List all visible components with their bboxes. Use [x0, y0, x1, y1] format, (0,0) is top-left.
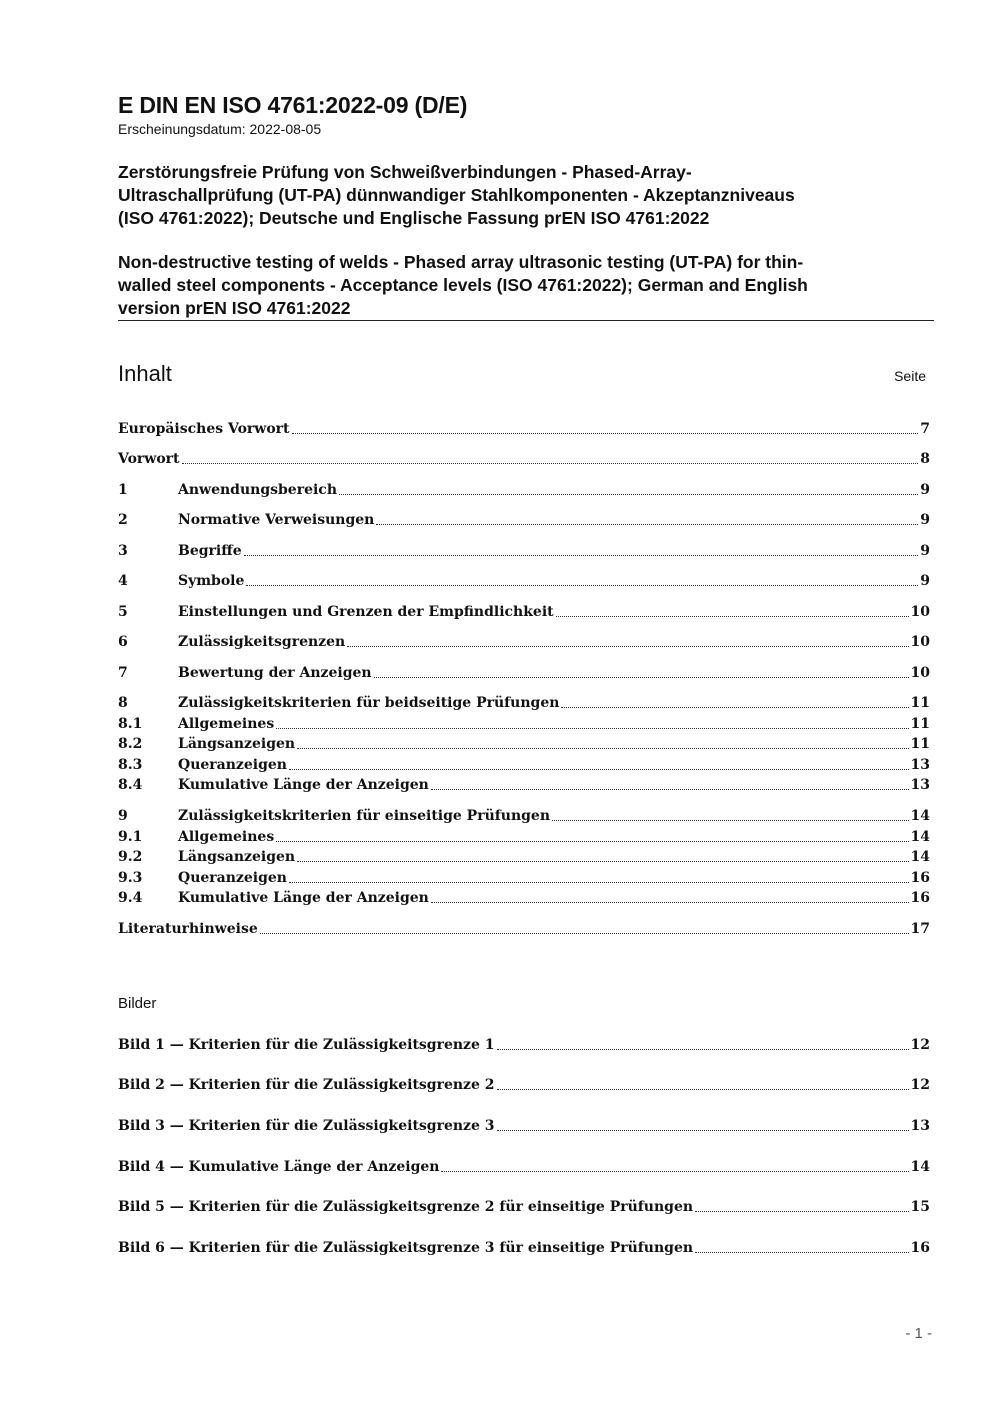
toc-entry[interactable] — [118, 416, 930, 438]
toc-entry-number: 9 — [118, 808, 128, 824]
toc-leader-dots — [276, 728, 908, 729]
document-title: E DIN EN ISO 4761:2022-09 (D/E) — [118, 92, 468, 118]
toc-entry-number: 8.4 — [118, 777, 143, 793]
toc-entry-page: 7 — [920, 421, 930, 437]
toc-entry-label: Queranzeigen — [178, 870, 287, 886]
title-english-line: version prEN ISO 4761:2022 — [118, 298, 351, 318]
toc-entry-number: 9.1 — [118, 829, 143, 845]
toc-entry-page: 11 — [910, 695, 930, 711]
toc-entry-page: 14 — [910, 808, 930, 824]
toc-entry-number: 6 — [118, 634, 128, 650]
figure-entry-label: Bild 3 — Kriterien für die Zulässigkeitsgrenze 3 — [118, 1118, 495, 1134]
toc-leader-dots — [497, 1089, 909, 1090]
toc-entry-label: Längsanzeigen — [178, 849, 296, 865]
toc-leader-dots — [260, 933, 909, 934]
page-number: - 1 - — [905, 1325, 932, 1342]
toc-entry[interactable] — [118, 629, 930, 651]
toc-leader-dots — [289, 769, 909, 770]
toc-leader-dots — [292, 433, 919, 434]
toc-entry-page: 17 — [910, 921, 930, 937]
toc-leader-dots — [695, 1252, 908, 1253]
figure-entry-page: 12 — [910, 1037, 930, 1053]
toc-leader-dots — [552, 820, 909, 821]
toc-entry[interactable] — [118, 865, 930, 887]
figure-entry-label: Bild 1 — Kriterien für die Zulässigkeitsgrenze 1 — [118, 1037, 495, 1053]
toc-leader-dots — [289, 882, 909, 883]
toc-leader-dots — [497, 1130, 909, 1131]
toc-entry-page: 13 — [910, 757, 930, 773]
toc-leader-dots — [376, 524, 918, 525]
toc-entry-number: 1 — [118, 482, 128, 498]
toc-entry[interactable] — [118, 824, 930, 846]
toc-entry[interactable] — [118, 731, 930, 753]
toc-entry-label: Allgemeines — [178, 829, 275, 845]
toc-leader-dots — [431, 789, 909, 790]
toc-entry-page: 11 — [910, 736, 930, 752]
figure-entry-label: Bild 2 — Kriterien für die Zulässigkeitsgrenze 2 — [118, 1077, 495, 1093]
toc-entry[interactable] — [118, 844, 930, 866]
figure-entry-page: 15 — [910, 1199, 930, 1215]
toc-entry-page: 14 — [910, 829, 930, 845]
toc-entry-number: 9.4 — [118, 890, 143, 906]
toc-entry-label: Kumulative Länge der Anzeigen — [178, 890, 429, 906]
toc-entry-label: Zulässigkeitskriterien für einseitige Prüfungen — [178, 808, 551, 824]
toc-leader-dots — [297, 861, 908, 862]
figure-entry[interactable] — [118, 1113, 930, 1135]
toc-entry-number: 8.1 — [118, 716, 143, 732]
toc-entry-page: 16 — [910, 870, 930, 886]
toc-leader-dots — [561, 707, 908, 708]
toc-entry-label: Symbole — [178, 573, 245, 589]
figure-entry[interactable] — [118, 1194, 930, 1216]
toc-entry-label: Längsanzeigen — [178, 736, 296, 752]
toc-leader-dots — [695, 1211, 908, 1212]
toc-entry-page: 10 — [910, 604, 930, 620]
title-german-line: Zerstörungsfreie Prüfung von Schweißverbindungen - Phased-Array- — [118, 162, 692, 182]
toc-entry-page: 14 — [910, 849, 930, 865]
title-english-line: walled steel components - Acceptance levels (ISO 4761:2022); German and English — [118, 275, 808, 295]
figures-heading: Bilder — [118, 995, 157, 1012]
toc-entry-page: 10 — [910, 665, 930, 681]
toc-entry[interactable] — [118, 752, 930, 774]
figure-entry-label: Bild 6 — Kriterien für die Zulässigkeitsgrenze 3 für einseitige Prüfungen — [118, 1240, 694, 1256]
toc-leader-dots — [431, 902, 909, 903]
toc-leader-dots — [182, 463, 919, 464]
toc-entry-label: Anwendungsbereich — [178, 482, 337, 498]
toc-entry[interactable] — [118, 803, 930, 825]
toc-entry[interactable] — [118, 477, 930, 499]
toc-entry-page: 10 — [910, 634, 930, 650]
toc-entry-number: 9.2 — [118, 849, 143, 865]
header-divider — [118, 320, 934, 321]
toc-entry[interactable] — [118, 885, 930, 907]
toc-entry[interactable] — [118, 538, 930, 560]
toc-leader-dots — [297, 748, 908, 749]
toc-leader-dots — [441, 1171, 908, 1172]
page-column-label: Seite — [894, 368, 926, 384]
title-german — [118, 161, 918, 230]
figure-entry-page: 12 — [910, 1077, 930, 1093]
toc-entry-number: 9.3 — [118, 870, 143, 886]
toc-entry[interactable] — [118, 916, 930, 938]
figure-entry[interactable] — [118, 1072, 930, 1094]
toc-entry-label: Begriffe — [178, 543, 242, 559]
toc-entry-number: 8.2 — [118, 736, 143, 752]
toc-entry[interactable] — [118, 446, 930, 468]
toc-entry-label: Vorwort — [118, 451, 180, 467]
toc-entry[interactable] — [118, 772, 930, 794]
figure-entry[interactable] — [118, 1154, 930, 1176]
toc-entry-page: 16 — [910, 890, 930, 906]
toc-leader-dots — [244, 555, 919, 556]
toc-entry-number: 2 — [118, 512, 128, 528]
toc-entry-page: 11 — [910, 716, 930, 732]
toc-leader-dots — [347, 646, 908, 647]
contents-heading: Inhalt — [118, 361, 172, 386]
toc-entry[interactable] — [118, 711, 930, 733]
toc-entry-page: 9 — [920, 543, 930, 559]
toc-leader-dots — [276, 841, 908, 842]
figure-entry[interactable] — [118, 1032, 930, 1054]
toc-entry[interactable] — [118, 690, 930, 712]
title-english — [118, 251, 918, 320]
toc-entry[interactable] — [118, 507, 930, 529]
toc-entry[interactable] — [118, 568, 930, 590]
figure-entry-label: Bild 5 — Kriterien für die Zulässigkeitsgrenze 2 für einseitige Prüfungen — [118, 1199, 694, 1215]
title-german-line: (ISO 4761:2022); Deutsche und Englische Fassung prEN ISO 4761:2022 — [118, 208, 710, 228]
toc-entry-label: Kumulative Länge der Anzeigen — [178, 777, 429, 793]
toc-entry-label: Zulässigkeitsgrenzen — [178, 634, 346, 650]
toc-entry-number: 8.3 — [118, 757, 143, 773]
toc-entry-label: Europäisches Vorwort — [118, 421, 290, 437]
toc-entry[interactable] — [118, 660, 930, 682]
figure-entry-page: 13 — [910, 1118, 930, 1134]
toc-entry-number: 8 — [118, 695, 128, 711]
figure-entry-label: Bild 4 — Kumulative Länge der Anzeigen — [118, 1159, 440, 1175]
toc-leader-dots — [339, 494, 918, 495]
toc-entry-page: 13 — [910, 777, 930, 793]
toc-leader-dots — [374, 677, 909, 678]
toc-entry-page: 9 — [920, 573, 930, 589]
toc-entry-page: 8 — [920, 451, 930, 467]
toc-entry-label: Zulässigkeitskriterien für beidseitige Prüfungen — [178, 695, 560, 711]
toc-entry[interactable] — [118, 599, 930, 621]
toc-entry-label: Bewertung der Anzeigen — [178, 665, 372, 681]
publication-date: Erscheinungsdatum: 2022-08-05 — [118, 121, 322, 137]
toc-entry-label: Allgemeines — [178, 716, 275, 732]
toc-leader-dots — [246, 585, 918, 586]
toc-entry-number: 5 — [118, 604, 128, 620]
toc-entry-number: 4 — [118, 573, 128, 589]
figure-entry-page: 14 — [910, 1159, 930, 1175]
toc-entry-label: Normative Verweisungen — [178, 512, 375, 528]
toc-entry-number: 3 — [118, 543, 128, 559]
title-german-line: Ultraschallprüfung (UT-PA) dünnwandiger Stahlkomponenten - Akzeptanzniveaus — [118, 185, 795, 205]
toc-entry-label: Queranzeigen — [178, 757, 287, 773]
figure-entry[interactable] — [118, 1235, 930, 1257]
toc-entry-number: 7 — [118, 665, 128, 681]
figure-entry-page: 16 — [910, 1240, 930, 1256]
toc-entry-label: Einstellungen und Grenzen der Empfindlichkeit — [178, 604, 554, 620]
toc-leader-dots — [497, 1049, 909, 1050]
toc-entry-label: Literaturhinweise — [118, 921, 258, 937]
toc-leader-dots — [556, 616, 909, 617]
toc-entry-page: 9 — [920, 482, 930, 498]
title-english-line: Non-destructive testing of welds - Phased array ultrasonic testing (UT-PA) for thin- — [118, 252, 804, 272]
toc-entry-page: 9 — [920, 512, 930, 528]
